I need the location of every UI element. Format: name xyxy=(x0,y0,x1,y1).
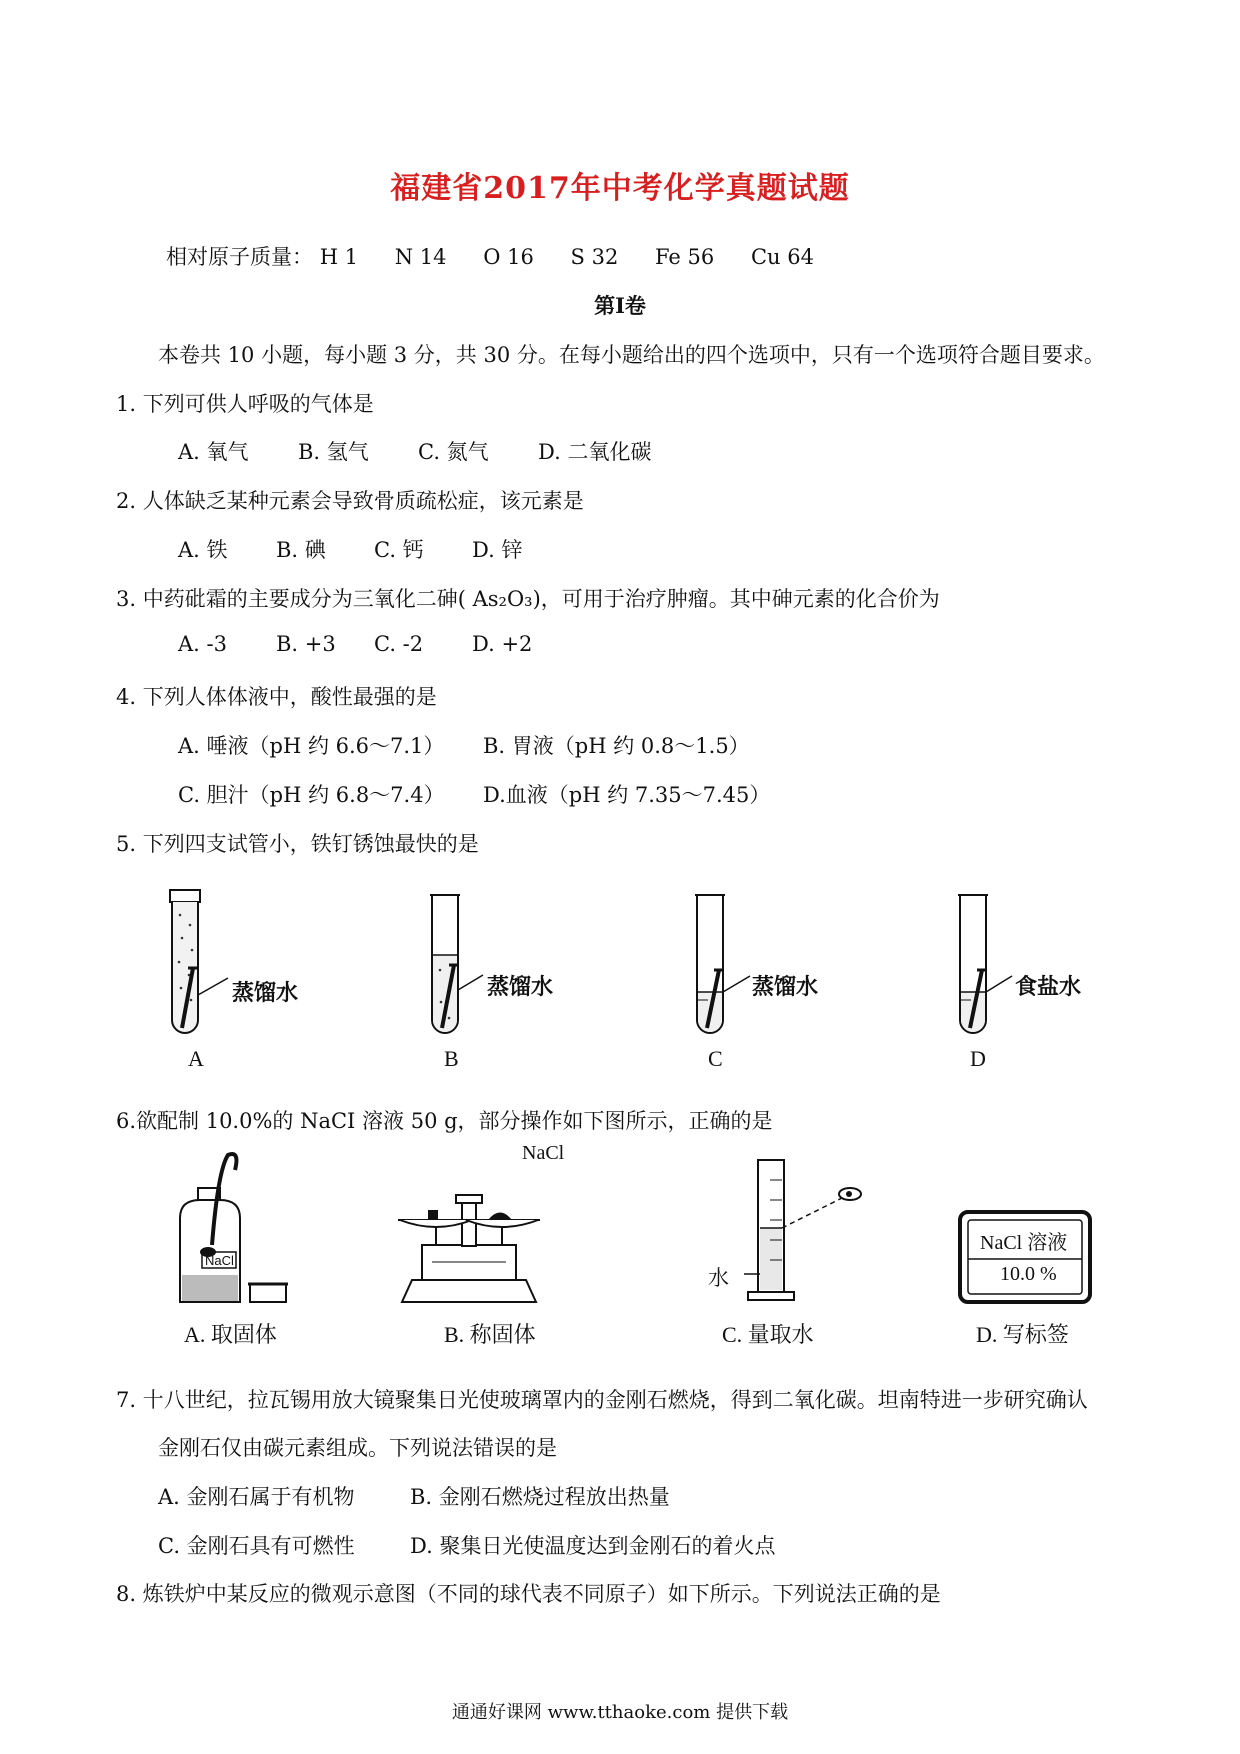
caption-c: C. 量取水 xyxy=(722,1322,814,1347)
question-6-stem: 6.欲配制 10.0%的 NaCI 溶液 50 g，部分操作如下图所示，正确的是 xyxy=(116,1109,773,1133)
option: D. 锌 xyxy=(472,538,523,562)
tube-d-label: D xyxy=(970,1046,986,1071)
caption-b: B. 称固体 xyxy=(444,1322,536,1347)
atomic-mass-item: H 1 xyxy=(319,245,359,269)
caption-d: D. 写标签 xyxy=(976,1322,1069,1347)
tube-a-label: A xyxy=(188,1046,204,1071)
section-title: 第Ⅰ卷 xyxy=(594,293,646,318)
tube-c-liquid-label: 蒸馏水 xyxy=(752,974,819,1000)
option: C. 金刚石具有可燃性 xyxy=(158,1534,355,1558)
test-tube-d xyxy=(958,895,1012,1033)
question-2-stem: 2. 人体缺乏某种元素会导致骨质疏松症，该元素是 xyxy=(116,489,584,513)
tube-b-liquid-label: 蒸馏水 xyxy=(487,974,554,1000)
atomic-mass-item: S 32 xyxy=(570,245,619,269)
tube-a-liquid-label: 蒸馏水 xyxy=(232,980,299,1006)
option: B. 金刚石燃烧过程放出热量 xyxy=(410,1485,670,1509)
balance-icon xyxy=(398,1195,540,1302)
option: D.血液（pH 约 7.35～7.45） xyxy=(483,783,771,807)
atomic-mass-label: 相对原子质量： xyxy=(166,245,313,269)
tube-d-liquid-label: 食盐水 xyxy=(1015,974,1082,1000)
graduated-cylinder-icon xyxy=(744,1160,861,1300)
option: D. 二氧化碳 xyxy=(538,440,652,464)
option: B. 胃液（pH 约 0.8～1.5） xyxy=(483,734,750,758)
option: C. 氮气 xyxy=(418,440,489,464)
question-4-options-row1 xyxy=(178,730,750,760)
option: C. 钙 xyxy=(374,538,424,562)
question-7-stem-cont: 金刚石仅由碳元素组成。下列说法错误的是 xyxy=(158,1436,557,1460)
footer: 通通好课网 www.tthaoke.com 提供下载 xyxy=(451,1702,789,1723)
page-title: 福建省2017年中考化学真题试题 xyxy=(390,171,850,206)
question-2-options xyxy=(178,534,522,564)
tag-line-2: 10.0 % xyxy=(1000,1263,1057,1285)
atomic-mass-item: N 14 xyxy=(394,245,447,269)
option: C. 胆汁（pH 约 6.8～7.4） xyxy=(178,783,445,807)
question-7-options-row2 xyxy=(158,1530,775,1560)
option: B. 碘 xyxy=(276,538,326,562)
question-5-stem: 5. 下列四支试管小，铁钉锈蚀最快的是 xyxy=(116,832,479,856)
option: D. 聚集日光使温度达到金刚石的着火点 xyxy=(410,1534,776,1558)
water-label: 水 xyxy=(708,1266,729,1290)
tag-line-1: NaCl 溶液 xyxy=(980,1232,1068,1254)
atomic-mass-item: Fe 56 xyxy=(655,245,715,269)
option: A. 唾液（pH 约 6.6～7.1） xyxy=(178,734,445,758)
question-4-options-row2 xyxy=(178,779,770,809)
question-4-stem: 4. 下列人体体液中，酸性最强的是 xyxy=(116,685,437,709)
option: D. +2 xyxy=(472,632,533,656)
option: A. 金刚石属于有机物 xyxy=(158,1485,355,1509)
atomic-mass-item: Cu 64 xyxy=(750,245,814,269)
question-3-options xyxy=(178,632,532,656)
option: A. -3 xyxy=(178,632,227,656)
caption-a: A. 取固体 xyxy=(184,1322,277,1347)
tube-c-label: C xyxy=(708,1046,723,1071)
question-7-stem: 7. 十八世纪，拉瓦锡用放大镜聚集日光使玻璃罩内的金刚石燃烧，得到二氧化碳。坦南特进一步研究确认 xyxy=(116,1388,1088,1412)
option: B. +3 xyxy=(276,632,336,656)
balance-label: NaCl xyxy=(522,1142,565,1164)
test-tube-a xyxy=(170,890,228,1033)
option: A. 铁 xyxy=(178,538,228,562)
question-8-stem: 8. 炼铁炉中某反应的微观示意图（不同的球代表不同原子）如下所示。下列说法正确的是 xyxy=(116,1582,941,1606)
reagent-jar-icon xyxy=(180,1154,288,1302)
tube-b-label: B xyxy=(444,1046,459,1071)
jar-label: NaCl xyxy=(205,1253,234,1268)
test-tube-c xyxy=(695,895,750,1033)
option: C. -2 xyxy=(374,632,424,656)
atomic-mass-line xyxy=(166,241,844,271)
question-7-options-row1 xyxy=(158,1481,670,1511)
question-1-options xyxy=(178,436,651,466)
test-tube-figure xyxy=(160,880,1140,1080)
instructions: 本卷共 10 小题，每小题 3 分，共 30 分。在每小题给出的四个选项中，只有一个选项符合题目要求。 xyxy=(158,343,1105,367)
question-1-stem: 1. 下列可供人呼吸的气体是 xyxy=(116,392,374,416)
option: B. 氢气 xyxy=(298,440,369,464)
atomic-mass-item: O 16 xyxy=(483,245,534,269)
question-3-stem: 3. 中药砒霜的主要成分为三氧化二砷( As₂O₃)，可用于治疗肿瘤。其中砷元素的化合价为 xyxy=(116,587,940,611)
test-tube-b xyxy=(430,895,483,1033)
option: A. 氧气 xyxy=(178,440,249,464)
